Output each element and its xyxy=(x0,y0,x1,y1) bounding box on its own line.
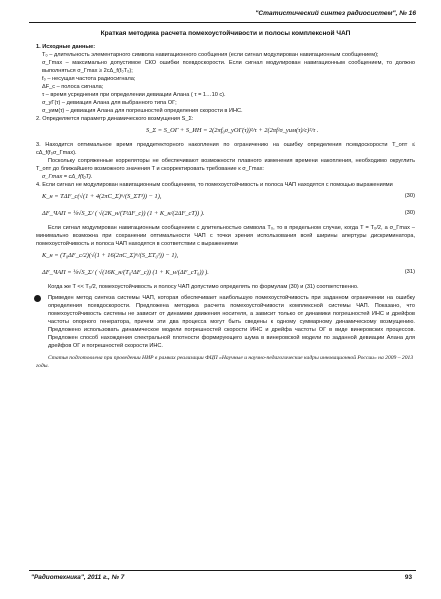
formula-text: K_н = (T₀ΔF_c/2)(√(1 + 16(2πC_Σ)⁶/(S_ΣT₀³)) − 1), xyxy=(42,252,179,259)
formula-31a xyxy=(36,249,415,265)
funding-note: Статья подготовлена при проведении НИР в рамках реализации ФЦП «Научные и научно-педагогические кадры инновационной России» на 2009 – 2013 годы. xyxy=(36,355,414,369)
section1-heading: 1. Исходные данные: xyxy=(36,44,96,50)
footer-journal: "Радиотехника", 2011 г., № 7 xyxy=(31,574,125,581)
section4-paragraph: Если сигнал модулирован навигационным сообщением с длительностью символа T₀, то в предельном случае, когда T = T₀/2, а σ_Γmax – минимально возможна при сохранении оптимальности ЧАП с точки зрения использования всей ширины апертуры дискриминатора, помехоустойчивость и полоса ЧАП находятся в соответствии с выражениями xyxy=(36,225,415,247)
formula-text: ΔF_ЧАП = ¼√S_Σ/ ( √(2K_н/(T³ΔF_c)) (1 + K_н/(2ΔF_cT)) ). xyxy=(42,210,205,217)
input-item: T₀ – длительность элементарного символа навигационного сообщения (если сигнал модулирован навигационным сообщением); xyxy=(42,52,379,58)
equation-number: (30) xyxy=(404,193,415,199)
equation-number: (30) xyxy=(404,210,415,216)
section4-text: 4. Если сигнал не модулирован навигационным сообщением, то помехоустойчивость и полоса ЧАП находятся с помощью выражениями xyxy=(36,182,393,188)
section3-text: 3. Находится оптимальное время преддетекторного накопления по ограничению на ошибку определения псевдоскорости T_опт ≤ cΔ_f(f₀σ_Γmax). xyxy=(36,142,415,156)
input-item: ΔF_c – полоса сигнала; xyxy=(42,84,104,90)
formula-text: S_Σ = S_ОГ + S_ИН = 2(2πf₀σ_yОГ(τ))²/τ + 2(2πf/σ_yим(τ)/c)²/τ . xyxy=(146,127,319,134)
formula-s-sigma xyxy=(36,124,415,140)
section-title: Краткая методика расчета помехоустойчивости и полосы комплексной ЧАП xyxy=(100,30,351,37)
page-number: 93 xyxy=(404,574,412,581)
input-item: τ – время усреднения при определении девиации Алана ( τ = 1…10 с). xyxy=(42,92,226,98)
input-item: σ_Γmax – максимально допустимое СКО ошибки псевдоскорости. Если сигнал модулирован навигационным сообщением, то должно выполняться σ_Γmax ≥ 2cΔ_f(f₀T₀); xyxy=(42,60,415,74)
input-item: σ_yΓ(τ) – девиация Алана для выбранного типа ОГ; xyxy=(42,100,177,106)
section4-tail: Когда же T << T₀/2, помехоустойчивость и полосу ЧАП допустимо определять по формулам (30) и (31) соответственно. xyxy=(48,284,359,290)
page-footer xyxy=(29,570,416,583)
formula-31b xyxy=(36,266,415,282)
formula-30a xyxy=(36,190,415,206)
formula-text: K_н = TΔF_c(√(1 + 4(2πC_Σ)⁶/(S_ΣT³)) − 1), xyxy=(42,193,162,200)
bullet-icon xyxy=(34,295,41,302)
input-item: σ_yим(τ) – девиация Алана для погрешностей определения скорости в ИНС. xyxy=(42,108,243,114)
equation-number: (31) xyxy=(404,269,415,275)
running-header-text: "Статистический синтез радиосистем", № 16 xyxy=(255,10,416,17)
conclusion-text: Приведен метод синтеза системы ЧАП, которая обеспечивает наибольшую помехоустойчивость при заданном ограничении на ошибку определения псевдоскорости. Предложена методика расчета помехоустойчивости комплексной системы ЧАП. Показано, что помехоустойчивость системы не зависит от динамики движения носителя, а зависит только от динамики погрешностей ИНС и дрейфов частоты опорного генератора, причем эти два процесса могут быть сведены к одному суммарному динамическому возмущению. Предложено использовать динамическое модели погрешностей скорости ИНС и дрейфа частоты ОГ в виде винеровских процессов. Предложен способ нахождения спектральной плотности формирующего шума в винеровской модели по заданной девиации Алана для дрейфов ОГ и погрешностей скорости ИНС. xyxy=(48,295,415,349)
article-body xyxy=(36,28,415,370)
running-header xyxy=(29,8,416,23)
formula-sigma-corrected: σ_Γmax = cΔ_f(f₀T). xyxy=(42,174,93,180)
input-item: f₀ – несущая частота радиосигнала; xyxy=(42,76,136,82)
section2-heading: 2. Определяется параметр динамического возмущения S_Σ: xyxy=(36,116,194,122)
section3-paragraph: Поскольку сопряженные корреляторы не обеспечивают возможности плавного изменения времени накопления, необходимо округлить T_опт до ближайшего возможного значения T и скорректировать требование к σ_Γmax: xyxy=(36,158,415,172)
formula-text: ΔF_ЧАП = ¼√S_Σ/ ( √(16K_н/(T₀³ΔF_c)) (1 + K_н/(ΔF_cT₀)) ). xyxy=(42,269,209,276)
conclusion-paragraph xyxy=(36,294,415,350)
formula-30b xyxy=(36,207,415,223)
